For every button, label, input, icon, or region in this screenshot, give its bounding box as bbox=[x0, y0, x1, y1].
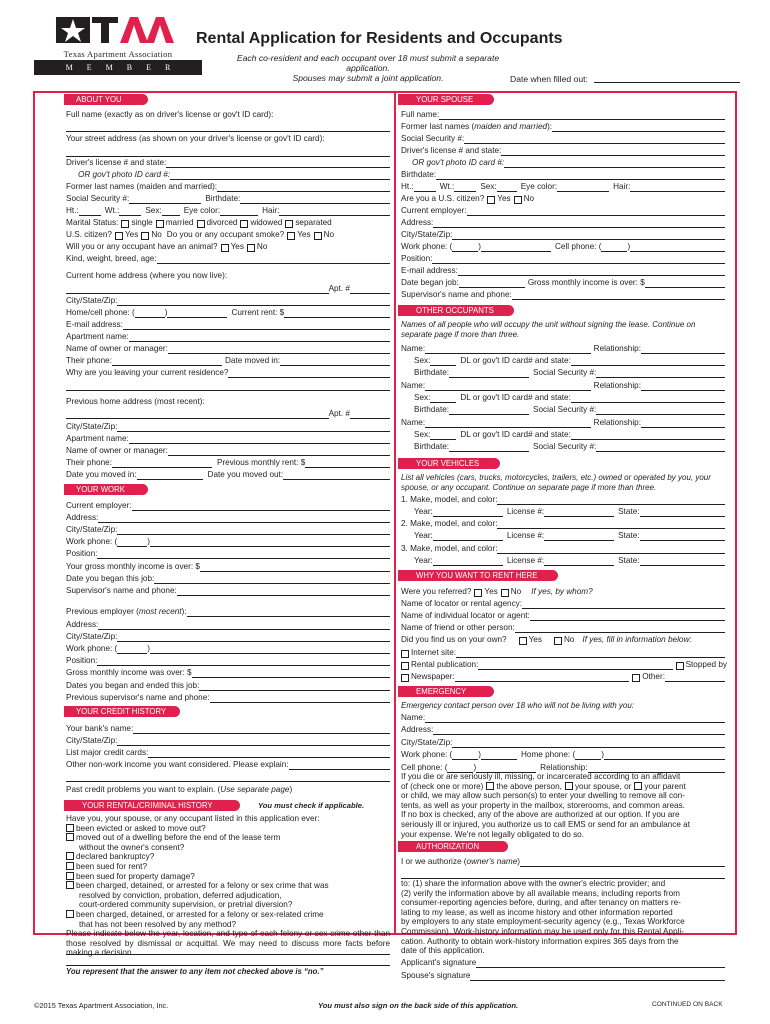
us-no-checkbox[interactable] bbox=[141, 232, 149, 240]
spouse-checkbox[interactable] bbox=[565, 782, 573, 790]
owner-name-field[interactable]: I or we authorize ( owner's name ) bbox=[401, 856, 725, 867]
date-field[interactable]: Date when filled out: bbox=[510, 74, 740, 84]
must-check-note: You must check if applicable. bbox=[258, 801, 365, 810]
authorization-text: to: (1) share the information above with the owner's electric provider; and (2) verify the information above by all available means, including reports from consumer-reporting agencies before, during, and after tenancy on matters re- lating to my lease, as well as income history and other information reported by employers to any state employment-security agency (e.g., Texas Workforce Commission). Work-history information may be used only for this Rental Appli- cation. Authority to obtain work-history information expires 365 days from the date of this application. bbox=[401, 879, 685, 956]
us-yes-checkbox[interactable] bbox=[115, 232, 123, 240]
prev-phone-field[interactable]: Their phone: Previous monthly rent: $ bbox=[66, 457, 390, 468]
spouse-email-field[interactable]: E-mail address: bbox=[401, 265, 725, 276]
occupant-birth-field[interactable]: Birthdate: Social Security #: bbox=[414, 441, 725, 452]
referred-field[interactable]: Were you referred? Yes No If yes, by whom? bbox=[401, 587, 593, 596]
city-field[interactable]: City/State/Zip: bbox=[66, 295, 390, 306]
felony-resolved-checkbox[interactable] bbox=[66, 881, 74, 889]
married-checkbox[interactable] bbox=[156, 220, 164, 228]
separated-checkbox[interactable] bbox=[285, 220, 293, 228]
prev-apt-field[interactable]: Apt. # bbox=[66, 408, 390, 419]
member-bar: MEMBER bbox=[34, 60, 202, 75]
friend-field[interactable]: Name of friend or other person: bbox=[401, 622, 725, 633]
internet-checkbox[interactable] bbox=[401, 650, 409, 658]
spouse-yes-checkbox[interactable] bbox=[487, 196, 495, 204]
move-dates-field[interactable]: Date you moved in: Date you moved out: bbox=[66, 469, 390, 480]
street-line[interactable] bbox=[66, 146, 390, 157]
prev-supervisor-field[interactable]: Previous supervisor's name and phone: bbox=[66, 692, 390, 703]
own-yes-checkbox[interactable] bbox=[519, 637, 527, 645]
section-about-you: ABOUT YOU bbox=[64, 94, 148, 105]
other-checkbox[interactable] bbox=[632, 674, 640, 682]
their-phone-field[interactable]: Their phone: Date moved in: bbox=[66, 355, 390, 366]
smoke-no-checkbox[interactable] bbox=[314, 232, 322, 240]
income-field[interactable]: Your gross monthly income is over: $ bbox=[66, 561, 390, 572]
bank-field[interactable]: Your bank's name: bbox=[66, 723, 390, 734]
spouse-began-field[interactable]: Date began job: Gross monthly income is over: $ bbox=[401, 277, 725, 288]
occupant-birth-field[interactable]: Birthdate: Social Security #: bbox=[414, 367, 725, 378]
evicted-checkbox[interactable] bbox=[66, 824, 74, 832]
work-city-field[interactable]: City/State/Zip: bbox=[66, 524, 390, 535]
sued-rent-checkbox[interactable] bbox=[66, 862, 74, 870]
vehicles-note: List all vehicles (cars, trucks, motorcycles, trailers, etc.) owned or operated by you, your spouse, or any occupant. Continue on separate page if more than three. bbox=[401, 473, 711, 492]
spouse-physical-field[interactable]: Ht.: Wt.: Sex: Eye color: Hair: bbox=[401, 181, 725, 192]
continued-note: CONTINUED ON BACK bbox=[652, 1001, 723, 1008]
spouse-signature-field[interactable]: Spouse's signature bbox=[401, 970, 725, 981]
prev-position-field[interactable]: Position: bbox=[66, 655, 390, 666]
section-authorization: AUTHORIZATION bbox=[398, 841, 508, 852]
citizen-smoke-field[interactable]: U.S. citizen? Yes No Do you or any occupant smoke? Yes No bbox=[66, 230, 335, 239]
felony-unresolved-checkbox[interactable] bbox=[66, 910, 74, 918]
owner-field[interactable]: Name of owner or manager: bbox=[66, 343, 390, 354]
emergency-text: If you die or are seriously ill, missing, or incarcerated according to an affidavit of (check one or more) the above person, your spouse, or your parent or child, we may allow such person(s) to enter your dwelling to remove all con- tents, as well as your property in the mailbox, storerooms, and common areas. If no box is checked, any of the above are authorized at our option. If you are seriously ill or injured, you authorize us to call EMS or send for an ambulance at your expense. We're not legally obligated to do so. bbox=[401, 772, 690, 839]
explain-line[interactable] bbox=[66, 944, 390, 955]
smoke-yes-checkbox[interactable] bbox=[287, 232, 295, 240]
spouse-former-field[interactable]: Former last names ( maiden and married ): bbox=[401, 121, 725, 132]
vehicle-year-field[interactable]: Year: License #: State: bbox=[414, 530, 725, 541]
cards-field[interactable]: List major credit cards: bbox=[66, 747, 390, 758]
section-your-vehicles: YOUR VEHICLES bbox=[398, 458, 500, 469]
above-person-checkbox[interactable] bbox=[486, 782, 494, 790]
vehicle-make-field[interactable]: 1. Make, model, and color: bbox=[401, 494, 725, 505]
former-names-field[interactable]: Former last names (maiden and married): bbox=[66, 181, 390, 192]
applicant-signature-field[interactable]: Applicant's signature bbox=[401, 957, 725, 968]
occupant-sex-field[interactable]: Sex: DL or gov't ID card# and state: bbox=[414, 355, 725, 366]
prev-work-city-field[interactable]: City/State/Zip: bbox=[66, 631, 390, 642]
spouse-position-field[interactable]: Position: bbox=[401, 253, 725, 264]
employer-field[interactable]: Current employer: bbox=[66, 500, 390, 511]
spouse-supervisor-field[interactable]: Supervisor's name and phone: bbox=[401, 289, 725, 300]
single-checkbox[interactable] bbox=[121, 220, 129, 228]
owner-name-line[interactable] bbox=[401, 868, 725, 879]
occupant-name-field[interactable]: Name: Relationship: bbox=[401, 380, 725, 391]
work-phone-field[interactable]: Work phone: ( ) bbox=[66, 536, 390, 547]
other-income-field[interactable]: Other non-work income you want considered. Please explain: bbox=[66, 759, 390, 770]
past-credit-field[interactable]: Past credit problems you want to explain. ( Use separate page ) bbox=[66, 785, 293, 794]
why-leave-line[interactable] bbox=[66, 380, 390, 391]
vehicle-year-field[interactable]: Year: License #: State: bbox=[414, 555, 725, 566]
apartment-name-field[interactable]: Apartment name: bbox=[66, 331, 390, 342]
header bbox=[0, 0, 770, 90]
spouse-city-field[interactable]: City/State/Zip: bbox=[401, 229, 725, 240]
moved-out-checkbox[interactable] bbox=[66, 833, 74, 841]
prev-address-field[interactable]: Previous home address (most recent): bbox=[66, 397, 205, 406]
full-name-line[interactable] bbox=[66, 121, 390, 132]
kind-field[interactable]: Kind, weight, breed, age: bbox=[66, 253, 390, 264]
newspaper-checkbox[interactable] bbox=[401, 674, 409, 682]
ssn-birthdate-field[interactable]: Social Security #: Birthdate: bbox=[66, 193, 390, 204]
emergency-city-field[interactable]: City/State/Zip: bbox=[401, 737, 725, 748]
answer-note: You represent that the answer to any item not checked above is “no.” bbox=[66, 967, 324, 976]
vehicle-make-field[interactable]: 2. Make, model, and color: bbox=[401, 518, 725, 529]
parent-checkbox[interactable] bbox=[634, 782, 642, 790]
photo-id-field[interactable]: OR gov't photo ID card #: bbox=[78, 169, 390, 180]
spouse-phone-field[interactable]: Work phone: ( ) Cell phone: ( ) bbox=[401, 241, 725, 252]
own-no-checkbox[interactable] bbox=[554, 637, 562, 645]
org-name: Texas Apartment Association bbox=[63, 49, 173, 59]
section-other-occupants: OTHER OCCUPANTS bbox=[398, 305, 514, 316]
spouse-no-checkbox[interactable] bbox=[514, 196, 522, 204]
emergency-cell-field[interactable]: Cell phone: ( ) Relationship: bbox=[401, 762, 725, 773]
occupant-sex-field[interactable]: Sex: DL or gov't ID card# and state: bbox=[414, 429, 725, 440]
began-field[interactable]: Date you began this job: bbox=[66, 573, 390, 584]
phone-rent-field[interactable]: Home/cell phone: ( ) Current rent: $ bbox=[66, 307, 390, 318]
section-your-work: YOUR WORK bbox=[64, 484, 148, 495]
spouse-photo-field[interactable]: OR gov't photo ID card #: bbox=[412, 157, 725, 168]
marital-status-field[interactable]: Marital Status: single married divorced widowed separated bbox=[66, 218, 332, 227]
newspaper-field[interactable]: Newspaper: Other: bbox=[401, 671, 725, 682]
section-rental-criminal: YOUR RENTAL/CRIMINAL HISTORY bbox=[64, 800, 240, 811]
other-income-line[interactable] bbox=[66, 771, 390, 782]
occupant-name-field[interactable]: Name: Relationship: bbox=[401, 343, 725, 354]
vehicle-year-field[interactable]: Year: License #: State: bbox=[414, 506, 725, 517]
publication-field[interactable]: Rental publication: Stopped by bbox=[401, 659, 727, 670]
animal-field[interactable]: Will you or any occupant have an animal? Yes No bbox=[66, 242, 268, 251]
locator-field[interactable]: Name of locator or rental agency: bbox=[401, 598, 725, 609]
stopped-by-checkbox[interactable] bbox=[676, 662, 684, 670]
dates-field[interactable]: Dates you began and ended this job: bbox=[66, 680, 390, 691]
referred-no-checkbox[interactable] bbox=[501, 589, 509, 597]
occupant-birth-field[interactable]: Birthdate: Social Security #: bbox=[414, 404, 725, 415]
prev-work-phone-field[interactable]: Work phone: ( ) bbox=[66, 643, 390, 654]
widowed-checkbox[interactable] bbox=[240, 220, 248, 228]
why-leave-field[interactable]: Why are you leaving your current residence? bbox=[66, 367, 390, 378]
position-field[interactable]: Position: bbox=[66, 548, 390, 559]
bankruptcy-checkbox[interactable] bbox=[66, 852, 74, 860]
animal-no-checkbox[interactable] bbox=[247, 244, 255, 252]
sued-damage-checkbox[interactable] bbox=[66, 872, 74, 880]
emergency-phone-field[interactable]: Work phone: ( ) Home phone: ( ) bbox=[401, 749, 725, 760]
copyright: ©2015 Texas Apartment Association, Inc. bbox=[34, 1001, 169, 1010]
publication-checkbox[interactable] bbox=[401, 662, 409, 670]
prev-city-field[interactable]: City/State/Zip: bbox=[66, 421, 390, 432]
street-address-field[interactable]: Your street address (as shown on your driver's license or gov't ID card): bbox=[66, 134, 325, 143]
dl-field[interactable]: Driver's license # and state: bbox=[66, 157, 390, 168]
current-address-field[interactable]: Current home address (where you now live): bbox=[66, 271, 228, 280]
prev-work-address-field[interactable]: Address: bbox=[66, 619, 390, 630]
vehicle-make-field[interactable]: 3. Make, model, and color: bbox=[401, 543, 725, 554]
criminal-list: Have you, your spouse, or any occupant listed in this application ever: been evicted or asked to move out? moved out of a dwelling before the end of the lease term without the owner's consent? declared bankruptcy? been sued for rent? been sued for property damage? been charged, detained, or arrested for a felony or sex crime that was resolved by conviction, probation, deferred adjudication, court-ordered community supervision, or pretrial diversion? been charged, detained, or arrested for a felony or sex-related crime that has not been resolved by any method? Please indicate below the year, location, and type of each felony or sex crime other than those resolved by dismissal or acquittal. We may need to discuss more facts before making a decision. bbox=[66, 814, 390, 958]
section-your-spouse: YOUR SPOUSE bbox=[398, 94, 494, 105]
spouse-name-field[interactable]: Full name: bbox=[401, 109, 725, 120]
supervisor-field[interactable]: Supervisor's name and phone: bbox=[66, 585, 390, 596]
section-credit-history: YOUR CREDIT HISTORY bbox=[64, 706, 180, 717]
work-address-field[interactable]: Address: bbox=[66, 512, 390, 523]
texas-star-logo-icon bbox=[56, 15, 180, 47]
physical-field[interactable]: Ht.: Wt.: Sex: Eye color: Hair: bbox=[66, 205, 390, 216]
bank-city-field[interactable]: City/State/Zip: bbox=[66, 735, 390, 746]
spouse-dl-field[interactable]: Driver's license # and state: bbox=[401, 145, 725, 156]
full-name-field[interactable]: Full name (exactly as on driver's license or gov't ID card): bbox=[66, 110, 274, 119]
explain-line[interactable] bbox=[66, 955, 390, 966]
prev-owner-field[interactable]: Name of owner or manager: bbox=[66, 445, 390, 456]
spouse-address-field[interactable]: Address: bbox=[401, 217, 725, 228]
animal-yes-checkbox[interactable] bbox=[221, 244, 229, 252]
emergency-note: Emergency contact person over 18 who will not be living with you: bbox=[401, 701, 635, 710]
page-title: Rental Application for Residents and Occupants bbox=[196, 30, 563, 47]
occupant-sex-field[interactable]: Sex: DL or gov't ID card# and state: bbox=[414, 392, 725, 403]
own-field[interactable]: Did you find us on your own? Yes No If yes, fill in information below: bbox=[401, 635, 692, 644]
referred-yes-checkbox[interactable] bbox=[474, 589, 482, 597]
agent-field[interactable]: Name of individual locator or agent: bbox=[401, 610, 725, 621]
email-field[interactable]: E-mail address: bbox=[66, 319, 390, 330]
spouse-birth-field[interactable]: Birthdate: bbox=[401, 169, 725, 180]
divorced-checkbox[interactable] bbox=[197, 220, 205, 228]
spouse-citizen-field[interactable]: Are you a U.S. citizen? Yes No bbox=[401, 194, 535, 203]
internet-field[interactable]: Internet site: bbox=[401, 647, 725, 658]
prev-income-field[interactable]: Gross monthly income was over: $ bbox=[66, 667, 390, 678]
occupant-name-field[interactable]: Name: Relationship: bbox=[401, 417, 725, 428]
sign-back-note: You must also sign on the back side of this application. bbox=[318, 1001, 519, 1010]
column-divider bbox=[394, 92, 396, 934]
section-why-rent: WHY YOU WANT TO RENT HERE bbox=[398, 570, 558, 581]
apt-field[interactable]: Apt. # bbox=[66, 283, 390, 294]
emergency-name-field[interactable]: Name: bbox=[401, 712, 725, 723]
spouse-employer-field[interactable]: Current employer: bbox=[401, 205, 725, 216]
occupants-note: Names of all people who will occupy the unit without signing the lease. Continue on separate page if more than three. bbox=[401, 320, 696, 339]
taa-logo bbox=[34, 15, 202, 79]
spouse-ssn-field[interactable]: Social Security #: bbox=[401, 133, 725, 144]
prev-apt-name-field[interactable]: Apartment name: bbox=[66, 433, 390, 444]
prev-employer-field[interactable]: Previous employer ( most recent ): bbox=[66, 606, 390, 617]
emergency-address-field[interactable]: Address: bbox=[401, 724, 725, 735]
section-emergency: EMERGENCY bbox=[398, 686, 494, 697]
subtitle: Each co-resident and each occupant over 18 must submit a separate application. Spouses may submit a joint application. bbox=[236, 53, 500, 83]
